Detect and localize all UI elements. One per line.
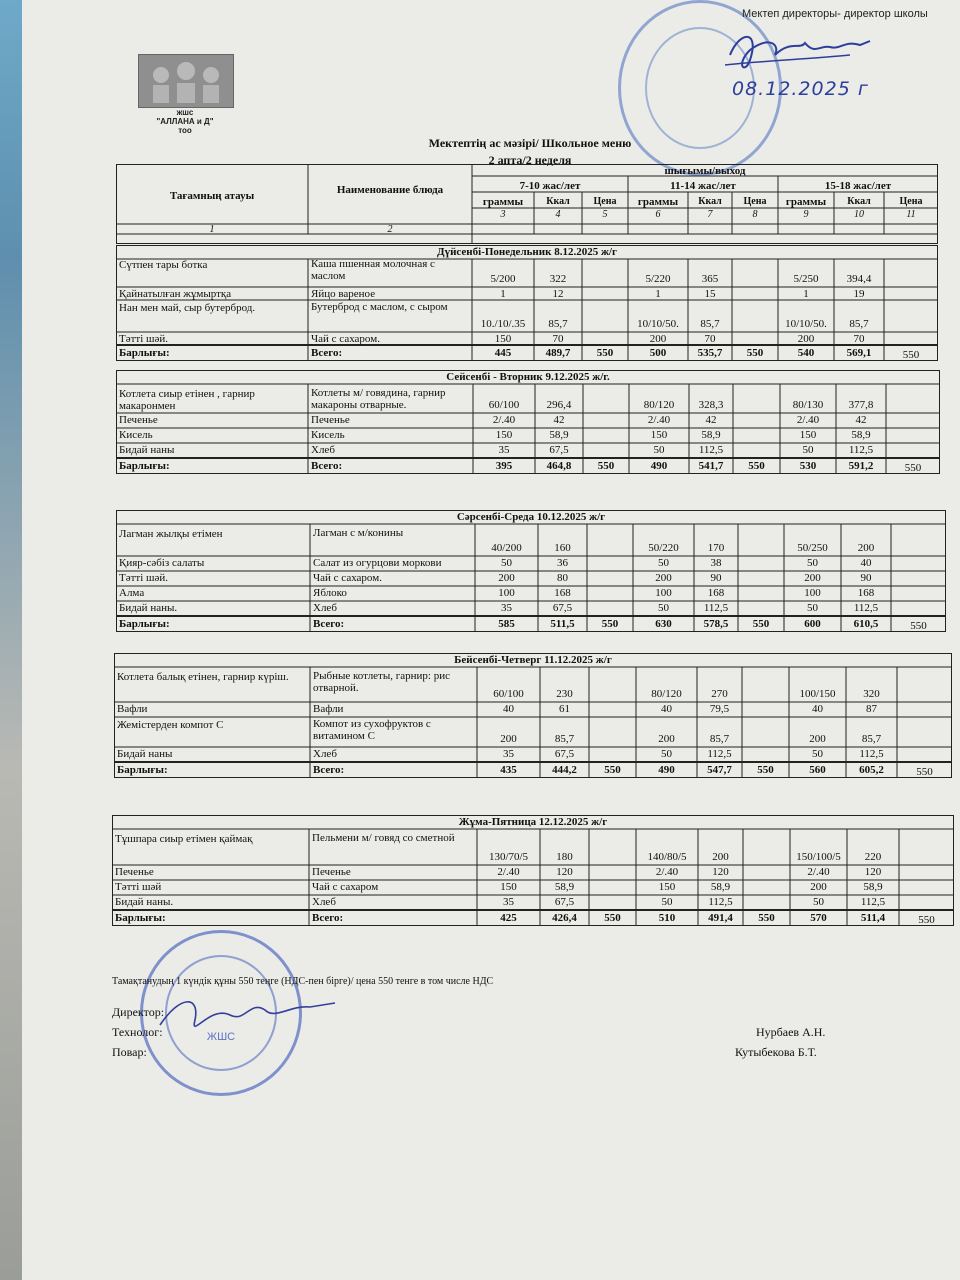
total-price-15-18: 550 xyxy=(916,766,933,778)
grams-7-10: 5/200 xyxy=(490,273,516,285)
grams-11-14: 2/.40 xyxy=(655,866,679,878)
grams-15-18: 50 xyxy=(813,896,824,908)
total-price-7-10: 550 xyxy=(604,764,621,776)
day-title: Жұма-Пятница 12.12.2025 ж/г xyxy=(458,816,608,828)
total-kcal-11-14: 578,5 xyxy=(703,618,729,630)
grams-11-14: 80/120 xyxy=(651,688,682,700)
col-num-2: 2 xyxy=(387,224,393,235)
col-age-15-18: 15-18 жас/лет xyxy=(824,180,892,192)
kcal-7-10: 67,5 xyxy=(549,444,569,456)
total-price-15-18: 550 xyxy=(918,914,935,926)
day-block-5 xyxy=(112,815,954,926)
total-label-ru: Всего: xyxy=(311,460,343,472)
total-grams-11-14: 630 xyxy=(655,618,672,630)
kcal-7-10: 67,5 xyxy=(554,896,575,908)
grams-15-18: 2/.40 xyxy=(796,414,820,426)
dish-name-kz: Котлета балық етінен, гарнир күріш. xyxy=(117,671,289,683)
total-kcal-11-14: 491,4 xyxy=(708,912,733,924)
dish-name-ru: Пельмени м/ говяд со сметной xyxy=(312,832,455,844)
total-grams-7-10: 585 xyxy=(498,618,515,630)
kcal-11-14: 170 xyxy=(707,542,725,554)
grams-11-14: 40 xyxy=(661,703,672,715)
total-label-ru: Всего: xyxy=(313,618,345,630)
total-grams-7-10: 445 xyxy=(494,347,512,359)
dish-name-ru: Яйцо вареное xyxy=(311,288,376,300)
total-price-7-10: 550 xyxy=(597,460,615,472)
kcal-11-14: 38 xyxy=(710,557,722,569)
col-num-6: 6 xyxy=(655,209,661,220)
dish-name-ru: Компот из сухофруктов с витамином С xyxy=(313,718,431,743)
grams-15-18: 1 xyxy=(803,288,809,300)
kcal-11-14: 270 xyxy=(711,688,728,700)
col-kcal-2: Ккал xyxy=(698,196,722,207)
menu-title: Мектептің ас мәзірі/ Школьное меню xyxy=(428,136,632,150)
total-grams-11-14: 510 xyxy=(658,912,676,924)
dish-name-ru: Каша пшенная молочная с маслом xyxy=(311,258,435,283)
kcal-15-18: 58,9 xyxy=(851,429,871,441)
col-grams-2: граммы xyxy=(637,196,679,208)
grams-11-14: 50 xyxy=(658,557,669,569)
director-caption: Мектеп директоры- директор школы xyxy=(742,8,928,20)
grams-7-10: 60/100 xyxy=(488,399,520,411)
grams-11-14: 50/220 xyxy=(648,542,679,554)
kcal-15-18: 200 xyxy=(857,542,875,554)
total-label-ru: Всего: xyxy=(312,912,344,924)
total-price-15-18: 550 xyxy=(904,462,922,474)
kcal-11-14: 90 xyxy=(710,572,722,584)
total-price-11-14: 550 xyxy=(746,347,764,359)
dish-name-ru: Котлеты м/ говядина, гарнир макароны отварные. xyxy=(311,387,446,412)
grams-7-10: 35 xyxy=(503,896,514,908)
cook-name: Кутыбекова Б.Т. xyxy=(735,1045,817,1059)
kcal-15-18: 377,8 xyxy=(848,399,874,411)
kcal-11-14: 365 xyxy=(701,273,719,285)
kcal-15-18: 58,9 xyxy=(863,881,883,893)
grams-11-14: 100 xyxy=(655,587,672,599)
total-label-kz: Барлығы: xyxy=(119,460,170,472)
kcal-7-10: 36 xyxy=(557,557,568,569)
dish-name-kz: Қияр-сәбіз салаты xyxy=(119,557,205,569)
kcal-15-18: 87 xyxy=(866,703,877,715)
kcal-7-10: 80 xyxy=(557,572,568,584)
grams-15-18: 100/150 xyxy=(799,688,836,700)
total-kcal-15-18: 511,4 xyxy=(860,912,886,924)
kcal-15-18: 85,7 xyxy=(861,733,882,745)
kcal-11-14: 42 xyxy=(705,414,717,426)
total-label-kz: Барлығы: xyxy=(119,347,170,359)
total-grams-11-14: 490 xyxy=(658,764,675,776)
col-dish-ru: Наименование блюда xyxy=(336,184,444,196)
grams-7-10: 150 xyxy=(495,429,513,441)
col-num-8: 8 xyxy=(752,209,758,220)
grams-7-10: 2/.40 xyxy=(492,414,516,426)
kcal-11-14: 70 xyxy=(704,333,716,345)
dish-name-ru: Салат из огурцови моркови xyxy=(313,557,442,569)
total-grams-15-18: 600 xyxy=(804,618,821,630)
grams-11-14: 50 xyxy=(658,602,669,614)
dish-name-ru: Хлеб xyxy=(313,602,337,614)
col-num-1: 1 xyxy=(209,224,215,235)
director-label: Директор: xyxy=(112,1005,165,1019)
grams-15-18: 50/250 xyxy=(797,542,828,554)
kcal-7-10: 180 xyxy=(556,851,573,863)
kcal-11-14: 120 xyxy=(712,866,729,878)
total-kcal-15-18: 569,1 xyxy=(846,347,872,359)
dish-name-kz: Қайнатылған жұмыртқа xyxy=(119,288,232,300)
dish-name-kz: Алма xyxy=(119,587,145,599)
cook-label: Повар: xyxy=(112,1045,147,1059)
total-kcal-11-14: 541,7 xyxy=(698,460,724,472)
kcal-15-18: 85,7 xyxy=(849,318,869,330)
total-grams-11-14: 490 xyxy=(650,460,668,472)
kcal-7-10: 58,9 xyxy=(549,429,569,441)
dish-name-kz: Вафли xyxy=(117,703,148,715)
total-kcal-15-18: 605,2 xyxy=(859,764,884,776)
total-kcal-15-18: 591,2 xyxy=(848,460,874,472)
grams-7-10: 2/.40 xyxy=(497,866,520,878)
kcal-7-10: 160 xyxy=(554,542,571,554)
kcal-7-10: 12 xyxy=(552,288,564,300)
col-age-7-10: 7-10 жас/лет xyxy=(519,180,581,192)
grams-11-14: 150 xyxy=(650,429,668,441)
dish-name-ru: Печенье xyxy=(312,866,351,878)
kcal-11-14: 79,5 xyxy=(709,703,730,715)
col-num-3: 3 xyxy=(500,209,506,220)
grams-15-18: 50 xyxy=(807,602,818,614)
kcal-11-14: 112,5 xyxy=(698,444,724,456)
kcal-11-14: 85,7 xyxy=(700,318,720,330)
total-grams-15-18: 530 xyxy=(799,460,817,472)
total-price-11-14: 550 xyxy=(748,460,765,472)
dish-name-ru: Лагман с м/конины xyxy=(313,527,404,539)
kcal-15-18: 42 xyxy=(855,414,867,426)
day-block-2 xyxy=(116,370,940,474)
director-signature-bottom xyxy=(150,985,350,1045)
dish-name-kz: Бидай наны xyxy=(119,444,175,456)
dish-name-ru: Вафли xyxy=(313,703,344,715)
kcal-15-18: 168 xyxy=(857,587,875,599)
day-block-3 xyxy=(116,510,946,632)
kcal-15-18: 320 xyxy=(863,688,880,700)
grams-15-18: 150/100/5 xyxy=(796,851,841,863)
col-grams-1: граммы xyxy=(482,196,524,208)
grams-15-18: 200 xyxy=(804,572,821,584)
grams-15-18: 200 xyxy=(797,333,815,345)
dish-name-kz: Печенье xyxy=(115,866,154,878)
grams-15-18: 40 xyxy=(812,703,823,715)
grams-11-14: 140/80/5 xyxy=(647,851,687,863)
grams-15-18: 5/250 xyxy=(793,273,819,285)
grams-7-10: 150 xyxy=(494,333,512,345)
total-price-15-18: 550 xyxy=(910,620,927,632)
grams-7-10: 200 xyxy=(498,572,515,584)
kcal-7-10: 85,7 xyxy=(548,318,568,330)
grams-7-10: 60/100 xyxy=(493,688,524,700)
kcal-15-18: 220 xyxy=(864,851,882,863)
col-output: шығымы/выход xyxy=(664,165,746,177)
kcal-15-18: 40 xyxy=(860,557,872,569)
kcal-7-10: 230 xyxy=(556,688,573,700)
grams-15-18: 10/10/50. xyxy=(785,318,827,330)
kcal-7-10: 58,9 xyxy=(554,881,575,893)
dish-name-ru: Чай с сахаром xyxy=(312,881,379,893)
col-price-1: Цена xyxy=(593,196,617,207)
grams-7-10: 100 xyxy=(498,587,515,599)
total-label-ru: Всего: xyxy=(313,764,345,776)
grams-15-18: 50 xyxy=(802,444,814,456)
kcal-11-14: 58,9 xyxy=(701,429,721,441)
kcal-7-10: 67,5 xyxy=(554,748,575,760)
company-logo xyxy=(138,54,234,108)
dish-name-kz: Тұшпара сиыр етімен қаймақ xyxy=(115,833,253,845)
total-kcal-11-14: 535,7 xyxy=(697,347,723,359)
dish-name-ru: Хлеб xyxy=(311,444,335,456)
kcal-7-10: 70 xyxy=(552,333,564,345)
dish-name-ru: Чай с сахаром. xyxy=(311,333,380,345)
col-num-4: 4 xyxy=(555,209,561,220)
total-price-11-14: 550 xyxy=(757,764,774,776)
grams-7-10: 40 xyxy=(503,703,514,715)
dish-name-kz: Бидай наны. xyxy=(119,602,178,614)
grams-11-14: 50 xyxy=(661,896,673,908)
week-label: 2 апта/2 неделя xyxy=(488,153,572,167)
day-block-4 xyxy=(114,653,952,778)
grams-7-10: 150 xyxy=(500,881,517,893)
kcal-15-18: 394,4 xyxy=(846,273,872,285)
grams-7-10: 35 xyxy=(501,602,512,614)
dish-name-kz: Тәтті шәй. xyxy=(119,333,169,345)
dish-name-kz: Печенье xyxy=(119,414,158,426)
kcal-7-10: 42 xyxy=(553,414,565,426)
kcal-7-10: 61 xyxy=(559,703,570,715)
grams-11-14: 5/220 xyxy=(645,273,671,285)
grams-15-18: 2/.40 xyxy=(807,866,830,878)
dish-name-kz: Тәтті шәй xyxy=(115,881,162,893)
total-price-7-10: 550 xyxy=(604,912,621,924)
col-num-9: 9 xyxy=(803,209,809,220)
col-price-3: Цена xyxy=(899,196,923,207)
kcal-7-10: 168 xyxy=(554,587,571,599)
total-grams-15-18: 560 xyxy=(809,764,826,776)
day-block-1 xyxy=(116,245,938,361)
grams-11-14: 1 xyxy=(655,288,661,300)
kcal-7-10: 296,4 xyxy=(546,399,572,411)
col-kcal-1: Ккал xyxy=(546,196,570,207)
kcal-11-14: 58,9 xyxy=(710,881,731,893)
total-price-7-10: 550 xyxy=(596,347,614,359)
col-num-7: 7 xyxy=(707,209,713,220)
total-price-11-14: 550 xyxy=(752,618,770,630)
grams-7-10: 200 xyxy=(500,733,517,745)
kcal-15-18: 120 xyxy=(864,866,882,878)
grams-7-10: 40/200 xyxy=(491,542,522,554)
day-title: Бейсенбі-Четверг 11.12.2025 ж/г xyxy=(454,654,612,666)
total-grams-7-10: 395 xyxy=(495,460,513,472)
col-num-11: 11 xyxy=(906,209,916,220)
grams-11-14: 2/.40 xyxy=(647,414,671,426)
kcal-15-18: 112,5 xyxy=(859,748,884,760)
day-title: Дүйсенбі-Понедельник 8.12.2025 ж/г xyxy=(437,246,617,258)
day-title: Сәрсенбі-Среда 10.12.2025 ж/г xyxy=(456,511,606,523)
total-kcal-7-10: 489,7 xyxy=(545,347,571,359)
kcal-7-10: 85,7 xyxy=(554,733,575,745)
dish-name-kz: Кисель xyxy=(119,429,153,441)
col-price-2: Цена xyxy=(743,196,767,207)
grams-11-14: 200 xyxy=(649,333,667,345)
grams-7-10: 35 xyxy=(498,444,510,456)
grams-15-18: 150 xyxy=(799,429,817,441)
dish-name-ru: Бутерброд с маслом, с сыром xyxy=(311,301,448,313)
kcal-15-18: 70 xyxy=(853,333,865,345)
grams-7-10: 10./10/.35 xyxy=(480,318,526,330)
total-grams-15-18: 540 xyxy=(797,347,815,359)
total-price-15-18: 550 xyxy=(902,349,920,361)
grams-11-14: 80/120 xyxy=(643,399,675,411)
kcal-15-18: 19 xyxy=(853,288,865,300)
total-price-11-14: 550 xyxy=(758,912,775,924)
grams-15-18: 200 xyxy=(810,881,827,893)
kcal-7-10: 322 xyxy=(549,273,567,285)
logo-line-2: "АЛЛАНА и Д" xyxy=(156,117,214,126)
total-grams-7-10: 435 xyxy=(500,764,517,776)
kcal-11-14: 112,5 xyxy=(708,896,733,908)
total-label-ru: Всего: xyxy=(311,347,343,359)
grams-7-10: 50 xyxy=(501,557,512,569)
grams-11-14: 200 xyxy=(658,733,675,745)
price-note: Тамақтанудың 1 күндік құны 550 теңге (НДС-пен бірге)/ цена 550 тенге в том числе НДС xyxy=(112,976,494,987)
grams-15-18: 50 xyxy=(812,748,823,760)
dish-name-kz: Нан мен май, сыр бутерброд. xyxy=(119,302,256,314)
dish-name-ru: Яблоко xyxy=(313,587,347,599)
dish-name-kz: Котлета сиыр етінен , гарнир макаронмен xyxy=(119,388,255,413)
technologist-name: Нурбаев А.Н. xyxy=(756,1025,826,1039)
dish-name-kz: Бидай наны. xyxy=(115,896,174,908)
grams-11-14: 10/10/50. xyxy=(637,318,679,330)
dish-name-ru: Хлеб xyxy=(313,748,337,760)
dish-name-ru: Рыбные котлеты, гарнир: рис отварной. xyxy=(313,670,451,695)
total-label-kz: Барлығы: xyxy=(115,912,166,924)
kcal-11-14: 112,5 xyxy=(707,748,732,760)
col-kcal-3: Ккал xyxy=(847,196,871,207)
logo-line-1: жшс xyxy=(176,108,194,117)
grams-15-18: 80/130 xyxy=(792,399,824,411)
kcal-7-10: 67,5 xyxy=(552,602,573,614)
grams-15-18: 50 xyxy=(807,557,818,569)
dish-name-ru: Хлеб xyxy=(312,896,336,908)
total-grams-7-10: 425 xyxy=(500,912,517,924)
total-label-kz: Барлығы: xyxy=(117,764,168,776)
kcal-15-18: 90 xyxy=(860,572,872,584)
total-kcal-11-14: 547,7 xyxy=(707,764,732,776)
total-kcal-15-18: 610,5 xyxy=(853,618,879,630)
total-price-7-10: 550 xyxy=(601,618,619,630)
col-age-11-14: 11-14 жас/лет xyxy=(670,180,736,192)
dish-name-kz: Тәтті шәй. xyxy=(119,572,169,584)
dish-name-kz: Лагман жылқы етімен xyxy=(119,528,223,540)
logo-line-3: тоо xyxy=(178,126,192,135)
dish-name-kz: Сүтпен тары ботка xyxy=(119,259,208,271)
kcal-15-18: 112,5 xyxy=(860,896,886,908)
grams-15-18: 100 xyxy=(804,587,821,599)
director-signature xyxy=(720,25,880,80)
kcal-11-14: 112,5 xyxy=(703,602,729,614)
grams-7-10: 35 xyxy=(503,748,514,760)
menu-header-table xyxy=(116,164,938,244)
dish-name-kz: Жемістерден компот С xyxy=(117,719,224,731)
grams-11-14: 50 xyxy=(661,748,672,760)
col-dish-kz: Тағамның атауы xyxy=(169,190,255,202)
total-grams-15-18: 570 xyxy=(810,912,827,924)
kcal-11-14: 168 xyxy=(707,587,725,599)
kcal-15-18: 112,5 xyxy=(848,444,874,456)
total-kcal-7-10: 426,4 xyxy=(552,912,577,924)
day-title: Сейсенбі - Вторник 9.12.2025 ж/г. xyxy=(446,371,610,383)
dish-name-ru: Печенье xyxy=(311,414,350,426)
grams-7-10: 1 xyxy=(500,288,506,300)
dish-name-ru: Кисель xyxy=(311,429,345,441)
dish-name-ru: Чай с сахаром. xyxy=(313,572,382,584)
total-kcal-7-10: 511,5 xyxy=(550,618,575,630)
kcal-7-10: 120 xyxy=(556,866,573,878)
kcal-15-18: 112,5 xyxy=(853,602,879,614)
stamp-text: ЖШС xyxy=(206,1031,236,1043)
kcal-11-14: 85,7 xyxy=(709,733,730,745)
total-kcal-7-10: 444,2 xyxy=(552,764,577,776)
technologist-label: Технолог: xyxy=(112,1025,163,1039)
grams-11-14: 50 xyxy=(653,444,665,456)
total-label-kz: Барлығы: xyxy=(119,618,170,630)
grams-7-10: 130/70/5 xyxy=(488,851,529,863)
dish-name-kz: Бидай наны xyxy=(117,748,173,760)
grams-15-18: 200 xyxy=(809,733,826,745)
kcal-11-14: 328,3 xyxy=(698,399,724,411)
kcal-11-14: 15 xyxy=(704,288,716,300)
approval-date: 08.12.2025 г xyxy=(732,78,869,100)
col-grams-3: граммы xyxy=(785,196,827,208)
grams-11-14: 150 xyxy=(658,881,676,893)
col-num-10: 10 xyxy=(854,209,864,220)
total-grams-11-14: 500 xyxy=(649,347,667,359)
kcal-11-14: 200 xyxy=(712,851,729,863)
grams-11-14: 200 xyxy=(655,572,672,584)
col-num-5: 5 xyxy=(602,209,608,220)
total-kcal-7-10: 464,8 xyxy=(546,460,572,472)
